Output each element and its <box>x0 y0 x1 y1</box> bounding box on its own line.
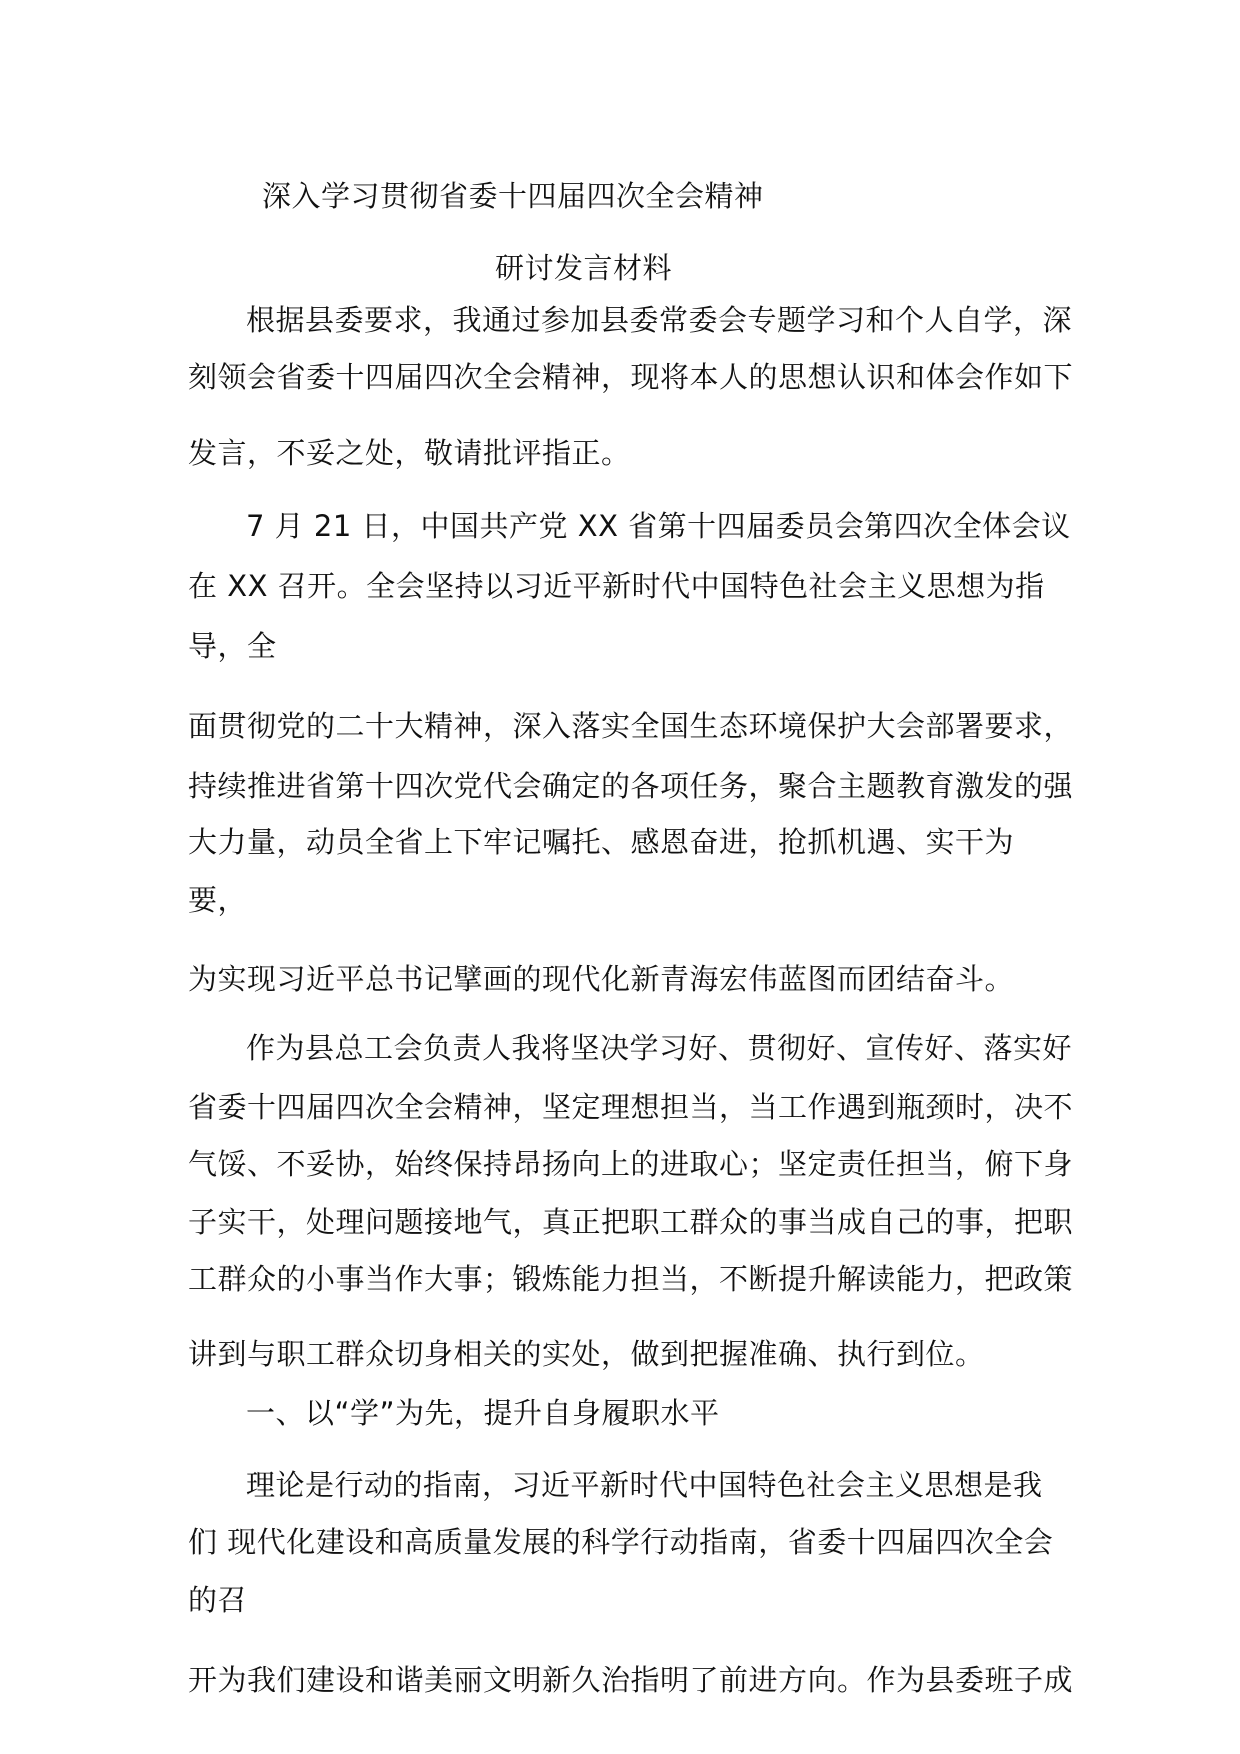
paragraph-line: 作为县总工会负责人我将坚决学习好、贯彻好、宣传好、落实好 <box>246 1031 1073 1065</box>
paragraph-line: 们 现代化建设和高质量发展的科学行动指南，省委十四届四次全会 <box>188 1525 1054 1559</box>
paragraph-line: 根据县委要求，我通过参加县委常委会专题学习和个人自学，深 <box>246 303 1073 337</box>
paragraph-line: 气馁、不妥协，始终保持昂扬向上的进取心；坚定责任担当，俯下身 <box>188 1147 1074 1181</box>
paragraph-line: 开为我们建设和谐美丽文明新久治指明了前进方向。作为县委班子成 <box>188 1663 1074 1697</box>
paragraph-line: 面贯彻党的二十大精神，深入落实全国生态环境保护大会部署要求， <box>188 709 1074 743</box>
paragraph-line: 导，全 <box>188 629 277 663</box>
paragraph-line: 发言，不妥之处，敬请批评指正。 <box>188 436 631 470</box>
paragraph-line: 讲到与职工群众切身相关的实处，做到把握准确、执行到位。 <box>188 1337 985 1371</box>
paragraph-line: 大力量，动员全省上下牢记嘱托、感恩奋进，抢抓机遇、实干为 <box>188 825 1015 859</box>
paragraph-line: 为实现习近平总书记擘画的现代化新青海宏伟蓝图而团结奋斗。 <box>188 962 1015 996</box>
paragraph-line: 理论是行动的指南，习近平新时代中国特色社会主义思想是我 <box>246 1468 1043 1502</box>
paragraph-line: 的召 <box>188 1583 248 1617</box>
paragraph-line: 刻领会省委十四届四次全会精神，现将本人的思想认识和体会作如下 <box>188 360 1074 394</box>
document-subtitle: 研讨发言材料 <box>495 251 673 285</box>
paragraph-line: 持续推进省第十四次党代会确定的各项任务，聚合主题教育激发的强 <box>188 769 1074 803</box>
paragraph-line: 子实干，处理问题接地气，真正把职工群众的事当成自己的事，把职 <box>188 1205 1074 1239</box>
paragraph-line: 在 XX 召开。全会坚持以习近平新时代中国特色社会主义思想为指 <box>188 569 1045 603</box>
paragraph-line: 省委十四届四次全会精神，坚定理想担当，当工作遇到瓶颈时，决不 <box>188 1090 1074 1124</box>
section-heading: 一、以“学”为先，提升自身履职水平 <box>246 1396 720 1430</box>
paragraph-line: 工群众的小事当作大事；锻炼能力担当，不断提升解读能力，把政策 <box>188 1262 1074 1296</box>
document-title: 深入学习贯彻省委十四届四次全会精神 <box>262 179 764 213</box>
paragraph-line: 要， <box>188 883 248 917</box>
paragraph-line: 7 月 21 日，中国共产党 XX 省第十四届委员会第四次全体会议 <box>246 509 1071 543</box>
